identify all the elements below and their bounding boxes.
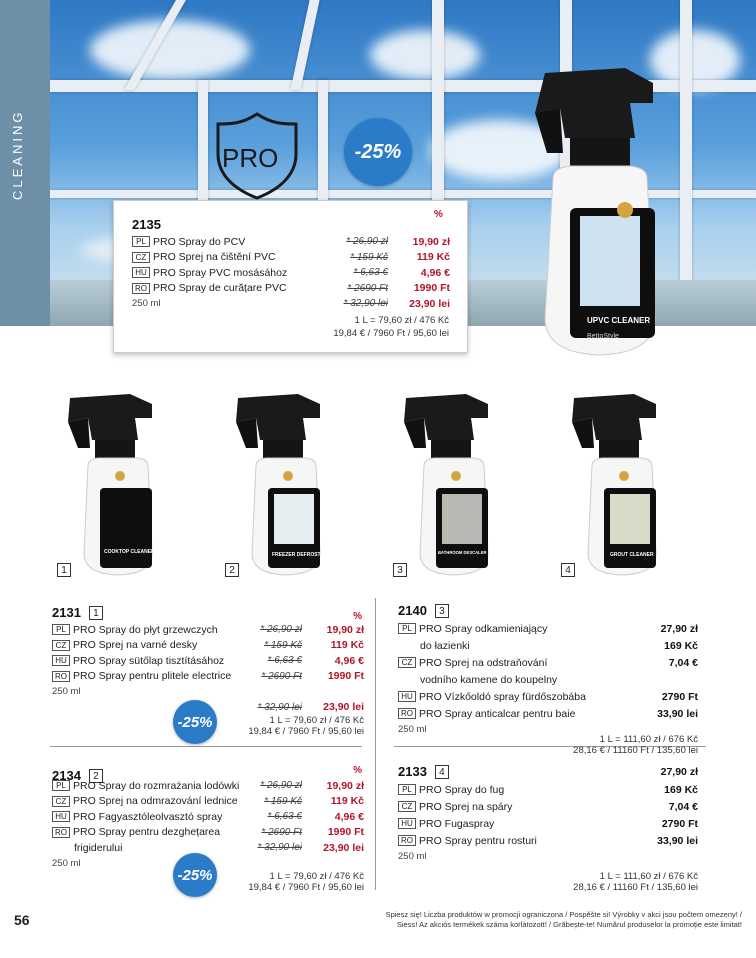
product-card-2134: [52, 762, 364, 893]
price-row-extra: [52, 840, 364, 856]
product-number: 4: [435, 765, 449, 779]
price-row-pl-cont: [398, 637, 698, 654]
price: 2790 Ft: [661, 690, 698, 703]
new-price: 119 Kč: [330, 795, 364, 808]
price: 27,90 zł: [660, 765, 698, 778]
footnote-line-1: Spiesz się! Liczba produktów w promocji ograniczona / Pospěšte si! Výrobky v akci jsou počtem omezeny! /: [385, 910, 742, 919]
lang-tag: PL: [52, 624, 70, 635]
product-name: PRO Spray anticalcar pentru baie: [419, 707, 576, 720]
lang-tag: CZ: [398, 657, 416, 668]
unit-price-2: 19,84 € / 7960 Ft / 95,60 lei: [333, 328, 449, 339]
unit-price-1: 1 L = 79,60 zł / 476 Kč: [269, 715, 364, 726]
old-price: * 159 Kč: [240, 640, 302, 651]
price-row-hu: [398, 688, 698, 705]
footnote-line-2: Siess! Az akciós termékek száma korlátozott! / Grăbește-te! Numărul produselor la promoție este limitat!: [396, 920, 742, 929]
new-price: 1990 Ft: [327, 826, 364, 839]
discount-badge-2134: [173, 853, 217, 897]
lang-tag: CZ: [398, 801, 416, 812]
product-card-2140: [398, 603, 698, 756]
price-row-ro: [52, 825, 364, 841]
product-number: 3: [435, 604, 449, 618]
price-row-ro: [52, 669, 364, 685]
volume: 250 ml: [52, 857, 81, 869]
lang-tag: PL: [52, 780, 70, 791]
price: 7,04 €: [668, 656, 698, 669]
lang-tag: RO: [52, 827, 70, 838]
lang-tag: CZ: [52, 796, 70, 807]
price-row-pl: [398, 620, 698, 637]
unit-price-2: 28,16 € / 11160 Ft / 135,60 lei: [573, 744, 698, 756]
product-name: PRO Sprej na spáry: [419, 800, 513, 813]
price-row-cz: [398, 654, 698, 671]
price-row-pl: [132, 234, 450, 250]
price-row-cz: [52, 794, 364, 810]
price: 169 Kč: [664, 783, 698, 796]
lang-tag: RO: [52, 671, 70, 682]
bottle-label: COOKTOP CLEANER: [104, 549, 155, 555]
unit-price-2: 28,16 € / 11160 Ft / 135,60 lei: [573, 881, 698, 893]
product-name-cont: frigiderului: [74, 841, 123, 854]
bottle-label: GROUT CLEANER: [610, 552, 654, 558]
price-row-cz: [52, 638, 364, 654]
product-name: PRO Fugaspray: [419, 817, 495, 830]
price-row-hu: [132, 265, 450, 281]
old-price: * 26,90 zł: [326, 236, 388, 247]
product-name: PRO Spray odkamieniający: [419, 622, 548, 635]
new-price: 4,96 €: [334, 654, 364, 667]
new-price: 1990 Ft: [413, 282, 450, 295]
price-row-hu: [52, 809, 364, 825]
product-card-2133: [398, 764, 698, 893]
product-code: 2134: [52, 768, 81, 783]
price: 169 Kč: [664, 639, 698, 652]
new-price: 4,96 €: [334, 810, 364, 823]
price-row-pl: [52, 778, 364, 794]
old-price: * 6,63 €: [240, 811, 302, 822]
unit-price-2: 19,84 € / 7960 Ft / 95,60 lei: [248, 882, 364, 893]
product-name: PRO Fagyasztóleolvasztó spray: [73, 810, 223, 823]
product-name: PRO Spray pentru rosturi: [419, 834, 537, 847]
lang-tag: PL: [398, 623, 416, 634]
bottle-brand: BettoStyle: [587, 333, 619, 340]
product-name: PRO Spray do rozmrażania lodówki: [73, 779, 240, 792]
product-code: 2135: [132, 217, 161, 232]
old-price: * 2690 Ft: [240, 827, 302, 838]
lang-tag: RO: [398, 835, 416, 846]
discount-badge-2131: [173, 700, 217, 744]
pct-header: %: [353, 611, 362, 622]
product-name-cont: vodního kamene do koupelny: [420, 673, 558, 686]
pct-header: %: [434, 209, 443, 220]
lang-tag: HU: [52, 811, 70, 822]
product-name: PRO Sprej na odstraňování: [419, 656, 548, 669]
lang-tag: CZ: [52, 640, 70, 651]
price-row-pl: [52, 622, 364, 638]
old-price: * 2690 Ft: [240, 671, 302, 682]
new-price: 23,90 lei: [409, 297, 450, 310]
new-price: 1990 Ft: [327, 670, 364, 683]
new-price: 119 Kč: [330, 639, 364, 652]
section-label: CLEANING: [10, 109, 25, 200]
price-row-volume: [132, 296, 450, 312]
volume: 250 ml: [398, 851, 427, 863]
bottle-label: UPVC CLEANER: [587, 316, 651, 325]
lang-tag: HU: [398, 691, 416, 702]
side-bar: [0, 0, 50, 326]
old-price: * 32,90 lei: [240, 842, 302, 853]
discount-text: -25%: [177, 713, 213, 731]
bottle-number: 3: [393, 563, 407, 577]
price-row-cz-cont: [398, 671, 698, 688]
price-row-hu: [52, 653, 364, 669]
footnote: [362, 910, 742, 930]
volume: 250 ml: [132, 298, 161, 310]
upvc-cleaner-bottle: [525, 58, 675, 358]
product-number: 1: [89, 606, 103, 620]
discount-text: -25%: [177, 866, 213, 884]
price-row-ro: [398, 832, 698, 849]
price-list: [132, 234, 450, 312]
price-row-pl: [398, 781, 698, 798]
page-number: 56: [14, 912, 30, 928]
price: 27,90 zł: [660, 622, 698, 635]
price-row-ro: [398, 705, 698, 722]
old-price: * 6,63 €: [326, 267, 388, 278]
new-price: 19,90 zł: [412, 235, 450, 248]
lang-tag: RO: [132, 283, 150, 294]
bottle-number: 4: [561, 563, 575, 577]
product-name: PRO Spray do fug: [419, 783, 505, 796]
old-price: * 2690 Ft: [326, 283, 388, 294]
old-price: * 159 Kč: [240, 796, 302, 807]
hero-discount-badge: [344, 118, 412, 186]
old-price: * 32,90 lei: [240, 702, 302, 713]
unit-price-2: 19,84 € / 7960 Ft / 95,60 lei: [248, 726, 364, 737]
product-code: 2131: [52, 605, 81, 620]
old-price: * 159 Kč: [326, 252, 388, 263]
price: 33,90 lei: [657, 707, 698, 720]
price-row-cz: [132, 250, 450, 266]
product-number: 2: [89, 769, 103, 783]
product-name: PRO Spray pentru dezghețarea: [73, 826, 221, 839]
column-divider: [375, 598, 376, 890]
product-name: PRO Spray sütőlap tisztításához: [73, 654, 225, 667]
lang-tag: HU: [398, 818, 416, 829]
pct-header: %: [353, 765, 362, 776]
old-price: * 26,90 zł: [240, 624, 302, 635]
old-price: * 32,90 lei: [326, 298, 388, 309]
unit-price-1: 1 L = 79,60 zł / 476 Kč: [354, 315, 449, 326]
product-code: 2140: [398, 603, 427, 618]
price-row-volume: [52, 684, 364, 700]
grout-cleaner-bottle: [564, 388, 674, 578]
new-price: 119 Kč: [416, 251, 450, 264]
product-name: PRO Sprej na varné desky: [73, 639, 198, 652]
price: 2790 Ft: [661, 817, 698, 830]
pro-label: PRO: [222, 143, 279, 173]
new-price: 23,90 lei: [323, 701, 364, 714]
lang-tag: CZ: [132, 252, 150, 263]
volume: 250 ml: [398, 724, 427, 736]
product-name: PRO Spray do PCV: [153, 235, 246, 248]
unit-price-1: 1 L = 111,60 zł / 676 Kč: [599, 870, 698, 882]
product-name: PRO Vízkőoldó spray fürdőszobába: [419, 690, 586, 703]
lang-tag: PL: [132, 236, 150, 247]
row-divider-left: [50, 746, 362, 747]
bathroom-descaler-bottle: [396, 388, 506, 578]
freezer-defroster-bottle: [228, 388, 338, 578]
volume: 250 ml: [52, 686, 81, 698]
price-row-cz: [398, 798, 698, 815]
hero-discount-text: -25%: [354, 140, 402, 163]
price-row-ro: [132, 281, 450, 297]
new-price: 23,90 lei: [323, 841, 364, 854]
product-name: PRO Sprej na odmrazování lednice: [73, 795, 238, 808]
new-price: 19,90 zł: [326, 779, 364, 792]
product-name: PRO Spray do płyt grzewczych: [73, 623, 218, 636]
bottle-number: 2: [225, 563, 239, 577]
product-code: 2133: [398, 764, 427, 779]
new-price: 4,96 €: [420, 266, 450, 279]
price-row-volume: [398, 849, 698, 865]
bottle-number: 1: [57, 563, 71, 577]
price: 33,90 lei: [657, 834, 698, 847]
product-name: PRO Spray PVC mosásához: [153, 266, 288, 279]
bottle-label: FREEZER DEFROSTER: [272, 552, 328, 558]
product-card-2135: [113, 200, 468, 353]
lang-tag: RO: [398, 708, 416, 719]
bottle-label: BATHROOM DESCALER SPRAY: [438, 550, 502, 555]
lang-tag: HU: [132, 267, 150, 278]
product-name: PRO Spray de curățare PVC: [153, 282, 287, 295]
lang-tag: HU: [52, 655, 70, 666]
price-row-hu: [398, 815, 698, 832]
cooktop-cleaner-bottle: [60, 388, 170, 578]
new-price: 19,90 zł: [326, 623, 364, 636]
product-name: PRO Sprej na čištění PVC: [153, 251, 276, 264]
product-name-cont: do łazienki: [420, 639, 470, 652]
product-name: PRO Spray pentru plitele electrice: [73, 670, 232, 683]
old-price: * 6,63 €: [240, 655, 302, 666]
unit-price-1: 1 L = 111,60 zł / 676 Kč: [599, 733, 698, 745]
old-price: * 26,90 zł: [240, 780, 302, 791]
price: 7,04 €: [668, 800, 698, 813]
unit-price-1: 1 L = 79,60 zł / 476 Kč: [269, 871, 364, 882]
lang-tag: PL: [398, 784, 416, 795]
